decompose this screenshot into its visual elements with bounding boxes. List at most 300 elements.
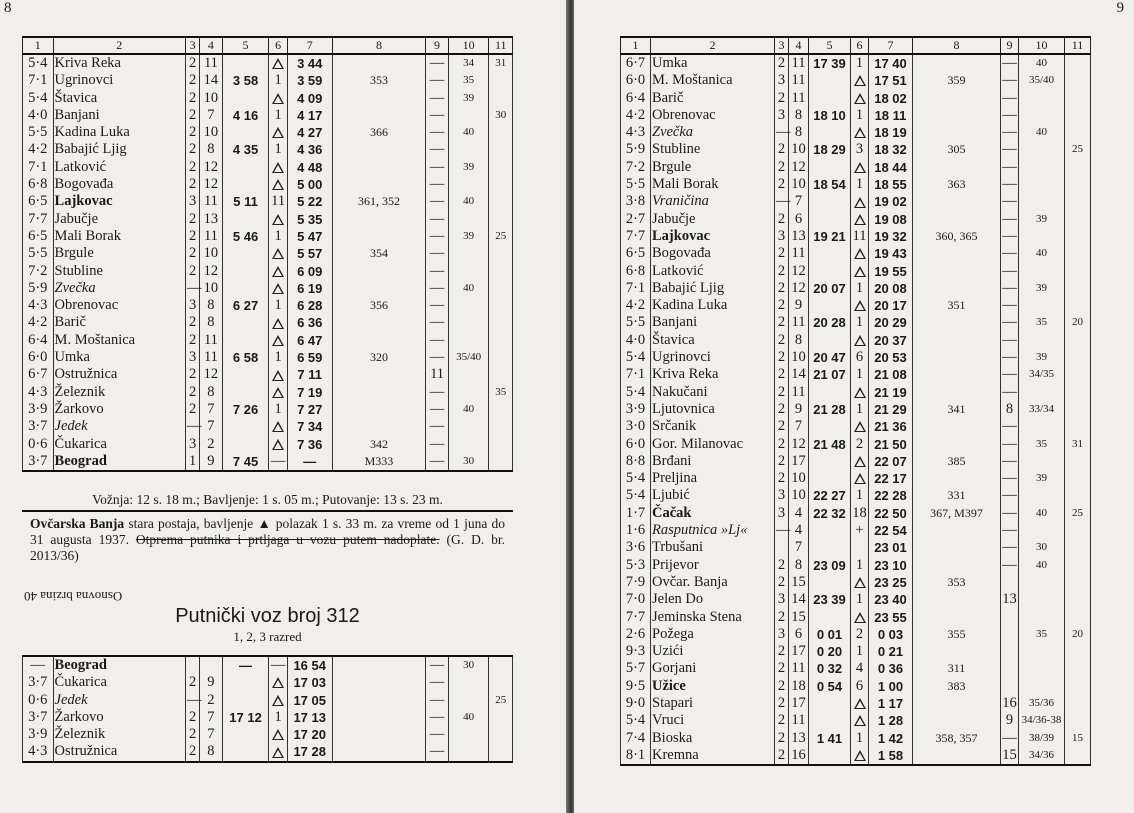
departure-cell: 18 44	[869, 159, 913, 176]
column-header-10: 10	[448, 37, 489, 54]
crossing-trains-cell	[332, 366, 426, 383]
crossing-trains-cell	[913, 522, 1001, 539]
col11-cell	[489, 124, 513, 141]
departure-cell: 17 28	[287, 743, 332, 761]
arrival-cell	[809, 695, 851, 712]
class-cell: 3	[185, 436, 199, 453]
column-header-7: 7	[287, 37, 332, 54]
arrival-cell: 17 39	[809, 54, 851, 72]
km-cell: 7·0	[621, 591, 651, 608]
km-cell: 3·7	[23, 453, 54, 471]
col11-cell	[489, 90, 513, 107]
crossing-trains-cell	[913, 280, 1001, 297]
arrival-cell: 5 46	[222, 228, 269, 245]
dwell-cell	[851, 609, 869, 626]
crossing-trains-cell: 342	[332, 436, 426, 453]
departure-cell: 18 32	[869, 141, 913, 158]
col9-cell: —	[1002, 418, 1017, 435]
col11-cell	[1065, 124, 1091, 141]
crossing-trains-cell	[332, 90, 426, 107]
stop-on-demand-icon	[854, 750, 866, 761]
dwell-cell	[269, 436, 287, 453]
dwell-cell	[851, 297, 869, 314]
class-cell: 2	[775, 418, 789, 435]
dwell-cell	[269, 332, 287, 349]
station-cell: Nakučani	[651, 384, 775, 401]
arrival-cell	[809, 384, 851, 401]
col11-cell	[1065, 539, 1091, 556]
station-cell: Čukarica	[53, 674, 185, 691]
col9-cell: —	[1002, 262, 1017, 279]
crossing-trains-cell	[913, 349, 1001, 366]
speed-cell: 30	[448, 453, 489, 471]
col11-cell: 25	[1065, 141, 1091, 158]
col9-cell: —	[426, 384, 448, 401]
departure-cell: 6 47	[287, 332, 332, 349]
station-cell: Babajić Ljig	[53, 141, 185, 158]
dwell-cell	[269, 90, 287, 107]
station-cell: Jedek	[53, 692, 185, 709]
stop-on-demand-icon	[272, 729, 284, 740]
km-cell: 4·2	[23, 141, 54, 158]
arrival-cell	[809, 418, 851, 435]
arrival-cell	[809, 747, 851, 765]
col11-cell	[1065, 487, 1091, 504]
col9-cell: —	[1002, 470, 1017, 487]
km-cell: 5·4	[621, 487, 651, 504]
km-cell: 5·4	[621, 349, 651, 366]
col9-cell	[1001, 626, 1019, 643]
stop-on-demand-icon	[272, 695, 284, 706]
col9-cell: —	[426, 176, 448, 193]
col9-cell: —	[1002, 72, 1017, 89]
speed-cell: 35/40	[448, 349, 489, 366]
station-cell: Obrenovac	[53, 297, 185, 314]
dwell-cell: 1	[851, 730, 869, 747]
col9-cell: —	[426, 726, 448, 743]
departure-cell: 1 17	[869, 695, 913, 712]
crossing-trains-cell	[332, 263, 426, 280]
speed-cell	[448, 384, 489, 401]
station-cell: Lajkovac	[651, 228, 775, 245]
arrival-cell	[222, 674, 269, 691]
km-cell: 7·9	[621, 574, 651, 591]
speed-cell: 40	[1019, 124, 1065, 141]
dwell-cell	[269, 211, 287, 228]
station-cell: Bioska	[651, 730, 775, 747]
km-cell: 9·5	[621, 678, 651, 695]
departure-cell: 18 11	[869, 107, 913, 124]
class-cell: 2	[775, 695, 789, 712]
class-cell: 2	[185, 107, 199, 124]
km-cell: 5·4	[621, 384, 651, 401]
col11-cell	[489, 366, 513, 383]
crossing-trains-cell	[913, 211, 1001, 228]
station-cell: Kriva Reka	[651, 366, 775, 383]
class-cell	[185, 656, 199, 674]
stop-on-demand-icon	[854, 214, 866, 225]
col4-cell: 17	[789, 453, 809, 470]
speed-cell: 35	[448, 72, 489, 89]
col9-cell	[1001, 660, 1019, 677]
col4-cell: 10	[789, 176, 809, 193]
col11-cell: 20	[1065, 314, 1091, 331]
dwell-cell: —	[269, 453, 287, 471]
departure-cell: 22 07	[869, 453, 913, 470]
station-cell: Bogovađa	[651, 245, 775, 262]
crossing-trains-cell	[332, 176, 426, 193]
km-cell: 1·6	[621, 522, 651, 539]
arrival-cell: 0 32	[809, 660, 851, 677]
crossing-trains-cell	[913, 245, 1001, 262]
col4-cell: 17	[789, 695, 809, 712]
col9-cell: —	[426, 674, 448, 691]
departure-cell: 6 59	[287, 349, 332, 366]
station-cell: Železnik	[53, 726, 185, 743]
stop-on-demand-icon	[272, 421, 284, 432]
table-row	[621, 54, 1091, 72]
km-cell: 6·7	[23, 366, 54, 383]
col9-cell: —	[426, 90, 448, 107]
arrival-cell	[222, 176, 269, 193]
class-cell: —	[186, 279, 202, 296]
col11-cell	[1065, 401, 1091, 418]
arrival-cell	[222, 90, 269, 107]
table-row	[621, 643, 1091, 660]
class-cell: 2	[185, 54, 199, 72]
km-cell: 5·9	[23, 280, 54, 297]
col9-cell: —	[1002, 366, 1017, 383]
departure-cell: 7 11	[287, 366, 332, 383]
class-cell: 2	[185, 726, 199, 743]
column-header-1: 1	[621, 37, 651, 54]
table-row	[621, 297, 1091, 314]
crossing-trains-cell: 311	[913, 660, 1001, 677]
crossing-trains-cell: 355	[913, 626, 1001, 643]
crossing-trains-cell	[332, 418, 426, 435]
speed-cell: 40	[448, 193, 489, 210]
table-row	[621, 695, 1091, 712]
column-header-6: 6	[269, 37, 287, 54]
station-cell: Mali Borak	[651, 176, 775, 193]
station-cell: Užice	[651, 678, 775, 695]
departure-cell: 5 47	[287, 228, 332, 245]
km-cell: 9·3	[621, 643, 651, 660]
class-cell: 2	[185, 366, 199, 383]
crossing-trains-cell	[913, 366, 1001, 383]
km-cell: 3·8	[621, 193, 651, 210]
arrival-cell	[222, 54, 269, 72]
col11-cell: 30	[489, 107, 513, 124]
km-cell: 6·7	[621, 54, 651, 72]
speed-cell: 34/36	[1019, 747, 1065, 765]
col4-cell: 8	[200, 141, 222, 158]
col9-cell: —	[426, 401, 448, 418]
class-cell: 2	[775, 141, 789, 158]
col9-cell: 8	[1001, 401, 1019, 418]
arrival-cell: 21 07	[809, 366, 851, 383]
departure-cell: 1 28	[869, 712, 913, 729]
dwell-cell: 1	[851, 176, 869, 193]
station-cell: Železnik	[53, 384, 185, 401]
crossing-trains-cell	[913, 470, 1001, 487]
km-cell: 7·1	[621, 280, 651, 297]
km-cell: 5·7	[621, 660, 651, 677]
arrival-cell	[809, 263, 851, 280]
col9-cell: —	[1002, 452, 1017, 469]
right-page	[574, 0, 1134, 813]
col9-cell: —	[426, 54, 448, 72]
col9-cell: —	[1002, 158, 1017, 175]
stop-on-demand-icon	[854, 387, 866, 398]
table-row	[621, 107, 1091, 124]
station-cell: Prijevor	[651, 557, 775, 574]
departure-cell: 3 44	[287, 54, 332, 72]
km-cell: 0·6	[23, 692, 54, 709]
dwell-cell: 2	[851, 626, 869, 643]
station-cell: Ugrinovci	[651, 349, 775, 366]
crossing-trains-cell: 331	[913, 487, 1001, 504]
km-cell: 5·4	[23, 90, 54, 107]
dwell-cell: 1	[269, 72, 287, 89]
dwell-cell	[269, 263, 287, 280]
stop-on-demand-icon	[272, 677, 284, 688]
table-row	[621, 280, 1091, 297]
table-row	[621, 366, 1091, 383]
col11-cell: 25	[489, 228, 513, 245]
crossing-trains-cell	[913, 159, 1001, 176]
col9-cell: —	[1002, 176, 1017, 193]
departure-cell: 20 37	[869, 332, 913, 349]
departure-cell: 7 36	[287, 436, 332, 453]
col11-cell	[489, 436, 513, 453]
col9-cell: 9	[1001, 712, 1019, 729]
class-cell: 2	[775, 280, 789, 297]
class-cell: 3	[775, 591, 789, 608]
arrival-cell: 18 29	[809, 141, 851, 158]
speed-cell: 40	[1019, 557, 1065, 574]
table-row	[621, 384, 1091, 401]
speed-cell	[1019, 522, 1065, 539]
col9-cell: —	[1002, 227, 1017, 244]
speed-cell	[448, 692, 489, 709]
departure-cell: 20 17	[869, 297, 913, 314]
col4-cell: 11	[789, 245, 809, 262]
station-cell: Ostružnica	[53, 743, 185, 761]
col9-cell: —	[426, 280, 448, 297]
station-cell: Brgule	[651, 159, 775, 176]
col4-cell: 10	[200, 90, 222, 107]
class-cell: —	[776, 193, 791, 210]
km-cell: 6·8	[23, 176, 54, 193]
crossing-trains-cell	[332, 384, 426, 401]
arrival-cell	[809, 90, 851, 107]
dwell-cell	[851, 695, 869, 712]
crossing-trains-cell: 305	[913, 141, 1001, 158]
col11-cell	[489, 159, 513, 176]
col11-cell	[1065, 453, 1091, 470]
departure-cell: 23 55	[869, 609, 913, 626]
crossing-trains-cell	[913, 263, 1001, 280]
station-cell: Bogovađa	[53, 176, 185, 193]
speed-cell: 35/40	[1019, 72, 1065, 89]
col4-cell: 6	[789, 626, 809, 643]
km-cell: 6·0	[23, 349, 54, 366]
crossing-trains-cell	[332, 401, 426, 418]
dwell-cell	[851, 124, 869, 141]
table-row	[621, 626, 1091, 643]
speed-cell	[448, 436, 489, 453]
col4-cell: 13	[200, 211, 222, 228]
table-row	[621, 470, 1091, 487]
col4-cell: 7	[200, 418, 222, 435]
col4-cell: 15	[789, 574, 809, 591]
km-cell: 3·7	[23, 709, 54, 726]
table-row	[23, 743, 513, 761]
arrival-cell: 3 58	[222, 72, 269, 89]
speed-cell	[1019, 643, 1065, 660]
col11-cell	[1065, 384, 1091, 401]
km-cell: 4·3	[23, 384, 54, 401]
speed-cell	[1019, 176, 1065, 193]
column-header-5: 5	[222, 37, 269, 54]
class-cell: 3	[185, 193, 199, 210]
speed-cell: 39	[1019, 349, 1065, 366]
table-row	[23, 726, 513, 743]
class-cell: 2	[775, 436, 789, 453]
col4-cell: 10	[200, 280, 222, 297]
dwell-cell	[269, 245, 287, 262]
crossing-trains-cell	[332, 656, 426, 674]
arrival-cell: 22 27	[809, 487, 851, 504]
km-cell: 7·7	[621, 609, 651, 626]
km-cell: 8·1	[621, 747, 651, 765]
station-cell: Umka	[651, 54, 775, 72]
column-header-10: 10	[1019, 37, 1065, 54]
class-cell	[775, 539, 789, 556]
dwell-cell	[269, 418, 287, 435]
col4-cell: 15	[789, 609, 809, 626]
class-cell: 2	[185, 674, 199, 691]
col11-cell	[489, 211, 513, 228]
speed-cell	[448, 263, 489, 280]
speed-cell: 40	[448, 401, 489, 418]
table-row	[621, 228, 1091, 245]
col9-cell: —	[426, 314, 448, 331]
col4-cell: 4	[789, 505, 809, 522]
class-cell: 2	[775, 574, 789, 591]
column-header-5: 5	[809, 37, 851, 54]
speed-cell	[1019, 107, 1065, 124]
dwell-cell	[851, 470, 869, 487]
dwell-cell	[269, 124, 287, 141]
dwell-cell	[851, 384, 869, 401]
speed-cell: 40	[1019, 54, 1065, 72]
speed-cell	[448, 314, 489, 331]
station-cell: Kadina Luka	[53, 124, 185, 141]
speed-cell	[1019, 487, 1065, 504]
speed-cell: 39	[448, 228, 489, 245]
speed-cell	[448, 245, 489, 262]
stop-on-demand-icon	[854, 421, 866, 432]
col4-cell: 7	[789, 539, 809, 556]
station-cell: Babajić Ljig	[651, 280, 775, 297]
col9-cell: —	[1002, 504, 1017, 521]
crossing-trains-cell: 354	[332, 245, 426, 262]
crossing-trains-cell	[332, 726, 426, 743]
table-row	[621, 263, 1091, 280]
class-cell: 2	[775, 730, 789, 747]
speed-cell: 40	[1019, 505, 1065, 522]
arrival-cell	[222, 124, 269, 141]
speed-cell	[1019, 591, 1065, 608]
dwell-cell: 1	[269, 228, 287, 245]
dwell-cell: 1	[851, 366, 869, 383]
col9-cell: 11	[426, 366, 448, 383]
dwell-cell: 1	[269, 107, 287, 124]
class-cell: 2	[185, 384, 199, 401]
col11-cell	[1065, 72, 1091, 89]
km-cell: 6·5	[621, 245, 651, 262]
speed-cell: 38/39	[1019, 730, 1065, 747]
station-cell: Barič	[53, 314, 185, 331]
crossing-trains-cell	[913, 747, 1001, 765]
km-cell: 5·9	[621, 141, 651, 158]
col9-cell: —	[426, 453, 448, 471]
crossing-trains-cell: 361, 352	[332, 193, 426, 210]
km-cell: 7·2	[621, 159, 651, 176]
class-cell: 2	[775, 678, 789, 695]
station-cell: Žarkovo	[53, 709, 185, 726]
speed-cell	[1019, 159, 1065, 176]
arrival-cell	[222, 418, 269, 435]
col9-cell: —	[426, 436, 448, 453]
col11-cell	[489, 726, 513, 743]
col4-cell: 11	[200, 349, 222, 366]
departure-cell: 23 40	[869, 591, 913, 608]
col9-cell	[1001, 678, 1019, 695]
arrival-cell	[809, 539, 851, 556]
km-cell: 7·7	[621, 228, 651, 245]
departure-cell: 6 09	[287, 263, 332, 280]
col4-cell: 11	[789, 90, 809, 107]
dwell-cell: 1	[269, 709, 287, 726]
speed-cell: 39	[448, 159, 489, 176]
col9-cell	[1001, 574, 1019, 591]
table-row	[23, 176, 513, 193]
table-row	[621, 314, 1091, 331]
col9-cell: 13	[1002, 591, 1017, 608]
station-cell: Vruci	[651, 712, 775, 729]
col9-cell: —	[426, 709, 448, 726]
col4-cell: 14	[200, 72, 222, 89]
class-cell: 2	[185, 90, 199, 107]
table-row	[621, 609, 1091, 626]
dwell-cell	[269, 54, 287, 72]
arrival-cell	[809, 245, 851, 262]
crossing-trains-cell: 356	[332, 297, 426, 314]
dwell-cell	[269, 384, 287, 401]
col9-cell: —	[1002, 487, 1017, 504]
col9-cell: —	[426, 193, 448, 210]
dwell-cell	[851, 574, 869, 591]
table-row	[23, 453, 513, 471]
crossing-trains-cell	[913, 193, 1001, 210]
departure-cell: 0 36	[869, 660, 913, 677]
arrival-cell: 0 54	[809, 678, 851, 695]
col11-cell	[1065, 418, 1091, 435]
dwell-cell: 1	[851, 591, 869, 608]
